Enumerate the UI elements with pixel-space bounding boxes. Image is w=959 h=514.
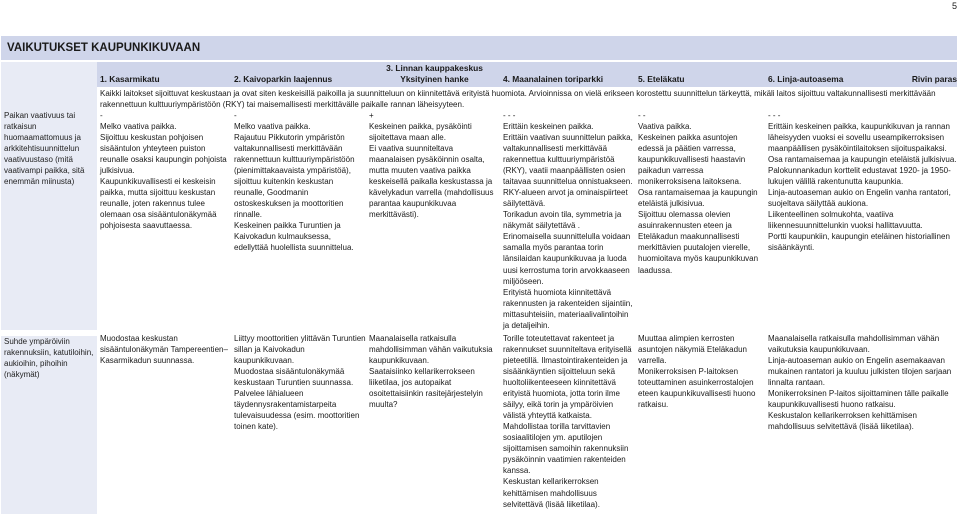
column-header-linja-autoasema: 6. Linja-autoasema xyxy=(768,74,844,85)
cell-text: Monikerroksisen P-laitoksen toteuttaminen asuinkerrostalojen eteen kaupunkikuvallisesti huono ratkaisu. xyxy=(638,367,756,410)
cell-text: Torille toteutettavat rakenteet ja rakennukset suunniteltava erityisellä pieteetillä. Ilmastointirakenteiden ja sisäänkäyntien sijoitteluun sekä huoltoliikenteeseen kiinnitettävä erityistä huomiota, jotta torin ilme säilyy, eikä torin ja ympäröivien välistä yhteyttä katkaista. xyxy=(503,334,632,421)
general-note: Kaikki laitokset sijoittuvat keskustaan ja ovat siten keskeisillä paikoilla ja suunnitteluun on kiinnitettävä erityistä huomiota. Arvioinnissa on vielä erikseen korostettu suunnittelun tärkeyttä, mikäli laitos sijoittuu valtakunnallisesti merkittävään rakennettuun kulttuuriympäristöön (RKY) tai maisemallisesti merkittävälle paikalle rannan läheisyyteen. xyxy=(100,89,936,110)
cell-text: Erittäin keskeinen paikka, kaupunkikuvan ja rannan läheisyyden vuoksi ei sovellu useampikerroksisen maanpäällisen pysäköintilaitoksen sijoituspaikaksi. xyxy=(768,122,950,154)
cell-text: Palvelee lähialueen täydennysrakentamistarpeita tulevaisuudessa (esim. moottoritien toinen kate). xyxy=(234,389,360,432)
rating-cell-etelakatu xyxy=(635,110,765,333)
rating-symbol: - - - xyxy=(768,111,781,121)
rating-symbol: - xyxy=(234,111,237,121)
cell-text: Keskeinen paikka, pysäköinti sijoitettava maan alle. xyxy=(369,122,472,143)
context-row xyxy=(1,333,957,514)
cell-text: Mahdollistaa torilla tarvittavien sosiaalitilojen ym. aputilojen sijoittamisen samoihin rakennuksiin pysäköinnin vaatimien rakenteiden kanssa. xyxy=(503,422,629,476)
column-header-linnan-kauppakeskus: 3. Linnan kauppakeskus Yksityinen hanke xyxy=(366,62,500,87)
cell-text: Sijoittuu keskustan pohjoisen sisääntulon yhteyteen puiston reunalle osaksi kaupungin pohjoista julkisivua. xyxy=(100,133,227,176)
cell-text: Portti kaupunkiin, kaupungin eteläinen historiallinen sisäänkäynti. xyxy=(768,232,950,253)
rating-cell-toriparkki xyxy=(500,110,635,333)
cell-text: Osa rantamaisemaa ja kaupungin eteläistä julkisivua. xyxy=(638,188,758,209)
cell-text: Sijoittuu olemassa olevien asuinrakennusten eteen ja Eteläkadun maakunnallisesti merkittävien puutalojen vierelle, huomioitava myös kaupunkikuvan laadussa. xyxy=(638,210,759,275)
cell-text: Saataisiinko kellarikerrokseen liiketilaa, jos autopaikat osoitettaisiinkin rasitejärjestelyin muulta? xyxy=(369,367,483,410)
cell-text: Maanalaisella ratkaisulla mahdollisimman vähän vaikutuksia kaupunkikuvaan. xyxy=(768,334,940,355)
general-row xyxy=(1,87,957,110)
cell-text: Melko vaativa paikka. xyxy=(234,122,311,132)
cell-text: Keskeinen paikka asuntojen edessä ja päätien varressa, kaupunkikuvallisesti haastavin paikadun varressa monikerroksisena laitoksena. xyxy=(638,133,746,187)
rating-symbol: - - xyxy=(638,111,646,121)
context-cell-toriparkki xyxy=(500,333,635,514)
cell-text: Erinomaisella suunnittelulla voidaan samalla myös parantaa torin länsilaidan kaupunkikuvaa ja luoda uusi kerrostuma torin arvokkaaseen miljööseen. xyxy=(503,232,631,286)
cell-text: Erittäin vaativan suunnittelun paikka, valtakunnallisesti merkittävää rakennettua kulttuuriympäristöä (RKY), vaatii maanpäällisten osien taitavaa suunnittelua onnistuakseen. xyxy=(503,133,633,187)
cell-text: Muuttaa alimpien kerrosten asuntojen näkymiä Eteläkadun varrella. xyxy=(638,334,747,366)
rating-row-label: Paikan vaativuus tai ratkaisun huomaamattomuus ja arkkitehtisuunnittelun vaativuustaso (mitä vaativampi paikka, sitä enemmän miinusta) xyxy=(1,110,97,333)
column-header-etelakatu: 5. Eteläkatu xyxy=(635,62,765,87)
cell-text: Melko vaativa paikka. xyxy=(100,122,177,132)
context-cell-kaivoparkki xyxy=(231,333,366,514)
column-header-rivin-paras: Rivin paras xyxy=(911,74,957,85)
header-row xyxy=(1,62,957,87)
general-row-label xyxy=(1,87,97,110)
cell-text: Maanalaisella ratkaisulla mahdollisimman vähän vaikutuksia kaupunkikuvaan. xyxy=(369,334,493,366)
cell-text: Erityistä huomiota kiinnitettävä rakennusten ja rakenteiden sijaintiin, mittasuhteisiin, materiaalivalintoihin ja detaljeihin. xyxy=(503,287,633,330)
header-corner xyxy=(1,62,97,87)
cell-text: Kaupunkikuvallisesti ei keskeisin paikka, mutta sijoittuu keskustan reunalle, joten rakennus tulee olemaan osa sisääntulonäkymää pohjoisesta saavuttaessa. xyxy=(100,177,217,231)
rating-cell-kaivoparkki xyxy=(231,110,366,333)
column-header-linja-autoasema-and-best xyxy=(765,62,957,87)
cell-text: Palokunnankadun korttelit edustavat 1920- ja 1950-lukujen välillä rakentunutta kaupunkia. xyxy=(768,166,951,187)
column-header-kaivoparkki: 2. Kaivoparkin laajennus xyxy=(231,62,366,87)
cell-text: Rajautuu Pikkutorin ympäristön valtakunnallisesti merkittävään rakennettuun kulttuuriympäristöön (pienimittakaavaista ympäristöä), sijoittuu kuitenkin keskustan reunalle, Goodmanin ostoskeskuksen ja moottoritien rinnalle. xyxy=(234,133,355,220)
cell-text: Monikerroksinen P-laitos sijoittaminen tälle paikalle kaupunkikuvallisesti huono ratkaisu. xyxy=(768,389,949,410)
cell-text: Torikadun avoin tila, symmetria ja näkymät säilytettävä . xyxy=(503,210,622,231)
page-number: 5 xyxy=(951,1,957,11)
context-cell-etelakatu xyxy=(635,333,765,514)
cell-text: Osa rantamaisemaa ja kaupungin eteläistä julkisivua. xyxy=(768,155,957,165)
rating-cell-linnan-kauppakeskus xyxy=(366,110,500,333)
cell-text: Linja-autoaseman aukio on Engelin vanha rantatori, suojeltava säilyttää aukiona. xyxy=(768,188,951,209)
context-row-label: Suhde ympäröiviin rakennuksiin, katutiloihin, aukioihin, pihoihin (näkymät) xyxy=(1,333,97,514)
cell-text: Ei vaativa suunniteltava maanalaisen pysäköinnin osalta, mutta muuten vaativa paikka keskeisellä paikalla keskustassa ja kävelykadun varrella (mahdollisuus parantaa kaupunkikuvaa merkittävästi). xyxy=(369,144,494,220)
context-cell-kasarmikatu xyxy=(97,333,231,514)
page-title: VAIKUTUKSET KAUPUNKIKUVAAN xyxy=(7,42,201,54)
context-cell-linja-autoasema xyxy=(765,333,957,514)
cell-text: Liittyy moottoritien ylittävän Turuntien sillan ja Kaivokadun kaupunkikuvaan. xyxy=(234,334,366,366)
cell-text: Muodostaa sisääntulonäkymää keskustaan Turuntien suunnassa. xyxy=(234,367,354,388)
cell-text: Linja-autoaseman aukio on Engelin asemakaavan mukainen rantatori ja kuuluu julkisten tilojen sarjaan linnalta rantaan. xyxy=(768,356,952,388)
cell-text: RKY-alueen arvot ja ominaispiirteet säilytettävä. xyxy=(503,188,628,209)
cell-text: Muodostaa keskustan sisääntulonäkymän Tampereentien–Kasarmikadun suunnassa. xyxy=(100,334,228,366)
cell-text: Vaativa paikka. xyxy=(638,122,692,132)
cell-text: Keskustan kellarikerroksen kehittämisen mahdollisuus selvitettävä (lisää liiketilaa). xyxy=(503,477,600,509)
rating-cell-kasarmikatu xyxy=(97,110,231,333)
rating-symbol: - - - xyxy=(503,111,516,121)
column-header-toriparkki: 4. Maanalainen toriparkki xyxy=(500,62,635,87)
column-header-kasarmikatu: 1. Kasarmikatu xyxy=(97,62,231,87)
rating-cell-linja-autoasema xyxy=(765,110,957,333)
rating-row xyxy=(1,110,957,333)
cell-text: Keskustalon kellarikerroksen kehittämisen mahdollisuus selvitettävä (lisää liiketilaa). xyxy=(768,411,917,432)
impact-table xyxy=(1,62,957,514)
cell-text: Liikenteellinen solmukohta, vaatiiva liikennesuunnittelunkin vuoksi hallittavuutta. xyxy=(768,210,923,231)
rating-symbol: + xyxy=(369,111,374,121)
cell-text: Keskeinen paikka Turuntien ja Kaivokadun kulmauksessa, edellyttää huolellista suunnittelua. xyxy=(234,221,354,253)
rating-symbol: - xyxy=(100,111,103,121)
cell-text: Erittäin keskeinen paikka. xyxy=(503,122,594,132)
context-cell-linnan-kauppakeskus xyxy=(366,333,500,514)
